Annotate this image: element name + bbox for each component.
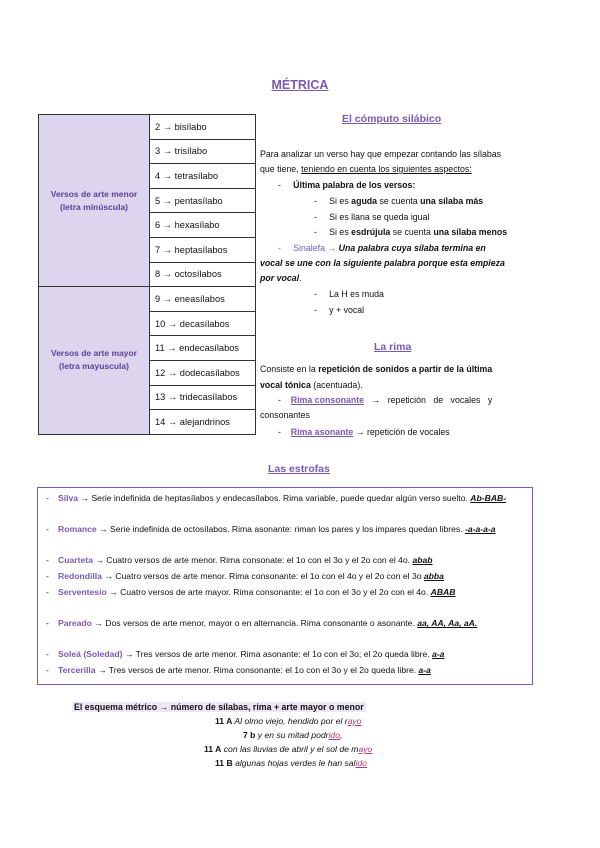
arte-menor-label: Versos de arte menor (letra minúscula) bbox=[39, 115, 150, 287]
list-item: - Pareado → Dos versos de arte menor, mayor o en alternancia. Rima consonante o asonante. aa, AA, Aa, aA. bbox=[46, 618, 478, 628]
table-cell: 11 → endecasílabos bbox=[150, 336, 256, 361]
llana-rule: - Si es llana se queda igual bbox=[314, 212, 430, 222]
y-vocal: - y + vocal bbox=[314, 305, 365, 315]
ultima-palabra: - Última palabra de los versos: bbox=[278, 180, 416, 190]
table-cell: 6 → hexasílabo bbox=[150, 213, 256, 238]
rima-def-1: Consiste en la repetición de sonidos a partir de la última bbox=[260, 364, 493, 374]
list-item: - Silva → Serie indefinida de heptasílabos y endecasílabos. Rima variable, puede quedar algún verso suelto. Ab-BAB- bbox=[46, 493, 507, 503]
sinalefa-line-2: vocal se une con la siguiente palabra porque esta empieza bbox=[260, 258, 505, 268]
table-cell: 8 → octosílabos bbox=[150, 262, 256, 287]
computo-heading: El cómputo silábico bbox=[342, 113, 442, 125]
rima-consonante-2: consonantes bbox=[260, 410, 310, 420]
verse-length-table bbox=[38, 114, 256, 435]
computo-intro-1: Para analizar un verso hay que empezar contando las sílabas bbox=[260, 149, 502, 159]
table-cell: 10 → decasílabos bbox=[150, 311, 256, 336]
arte-mayor-label: Versos de arte mayor (letra mayuscula) bbox=[39, 287, 150, 435]
table-cell: 13 → tridecasílabos bbox=[150, 385, 256, 410]
h-muda: - La H es muda bbox=[314, 289, 384, 299]
computo-intro-2: que tiene, teniendo en cuenta los siguientes aspectos: bbox=[260, 164, 472, 174]
list-item: - Soleá (Soledad) → Tres versos de arte menor. Rima asonante: el 1o con el 3o; el 2o queda libre. a-a bbox=[46, 649, 445, 659]
rima-asonante: - Rima asonante → repetición de vocales bbox=[278, 427, 450, 437]
poem-line: 11 B algunas hojas verdes le han salido bbox=[215, 758, 367, 768]
table-cell: 14 → alejandrinos bbox=[150, 410, 256, 435]
rima-consonante: - Rima consonante → repetición de vocales y bbox=[278, 395, 493, 405]
sinalefa-line-3: por vocal. bbox=[260, 273, 302, 283]
poem-line: 11 A Al olmo viejo, hendido por el rayo bbox=[215, 716, 362, 726]
sinalefa-line-1: - Sinalefa → Una palabra cuya sílaba termina en bbox=[278, 243, 486, 253]
list-item: - Cuarteta → Cuatro versos de arte menor. Rima consonate: el 1o con el 3o y el 2o con el 4o. abab bbox=[46, 555, 433, 565]
poem-line: 11 A con las lluvias de abril y el sol de mayo bbox=[204, 744, 373, 754]
rima-heading: La rima bbox=[374, 341, 412, 353]
table-cell: 9 → eneasílabos bbox=[150, 287, 256, 312]
table-cell: 12 → dodecasílabos bbox=[150, 360, 256, 385]
esquema-heading: El esquema métrico → número de sílabas, rima + arte mayor o menor bbox=[74, 702, 364, 712]
list-item: - Tercerilla → Tres versos de arte menor. Rima consonante: el 1o con el 3o y el 2o queda libre. a-a bbox=[46, 665, 431, 675]
page-title: MÉTRICA bbox=[271, 78, 329, 92]
rima-def-2: vocal tónica (acentuada). bbox=[260, 380, 363, 390]
estrofas-heading: Las estrofas bbox=[268, 463, 330, 475]
esdrujula-rule: - Si es esdrújula se cuenta una sílaba menos bbox=[314, 227, 508, 237]
list-item: - Redondilla → Cuatro versos de arte menor. Rima consonante: el 1o con el 4o y el 2o con el 3o abba bbox=[46, 571, 444, 581]
aguda-rule: - Si es aguda se cuenta una sílaba más bbox=[314, 196, 484, 206]
list-item: - Serventesio → Cuatro versos de arte mayor. Rima consonante: el 1o con el 3o y el 2o con el 4o. ABAB bbox=[46, 587, 456, 597]
table-cell: 4 → tetrasílabo bbox=[150, 164, 256, 189]
table-cell: 3 → trisílabo bbox=[150, 139, 256, 164]
table-cell: 5 → pentasílabo bbox=[150, 188, 256, 213]
poem-line: 7 b y en su mitad podrido, bbox=[243, 730, 343, 740]
table-cell: 2 → bisílabo bbox=[150, 115, 256, 140]
list-item: - Romance → Serie indefinida de octosílabos. Rima asonante: riman los pares y los impares quedan libres. -a-a-a-a bbox=[46, 524, 496, 534]
table-cell: 7 → heptasílabos bbox=[150, 237, 256, 262]
